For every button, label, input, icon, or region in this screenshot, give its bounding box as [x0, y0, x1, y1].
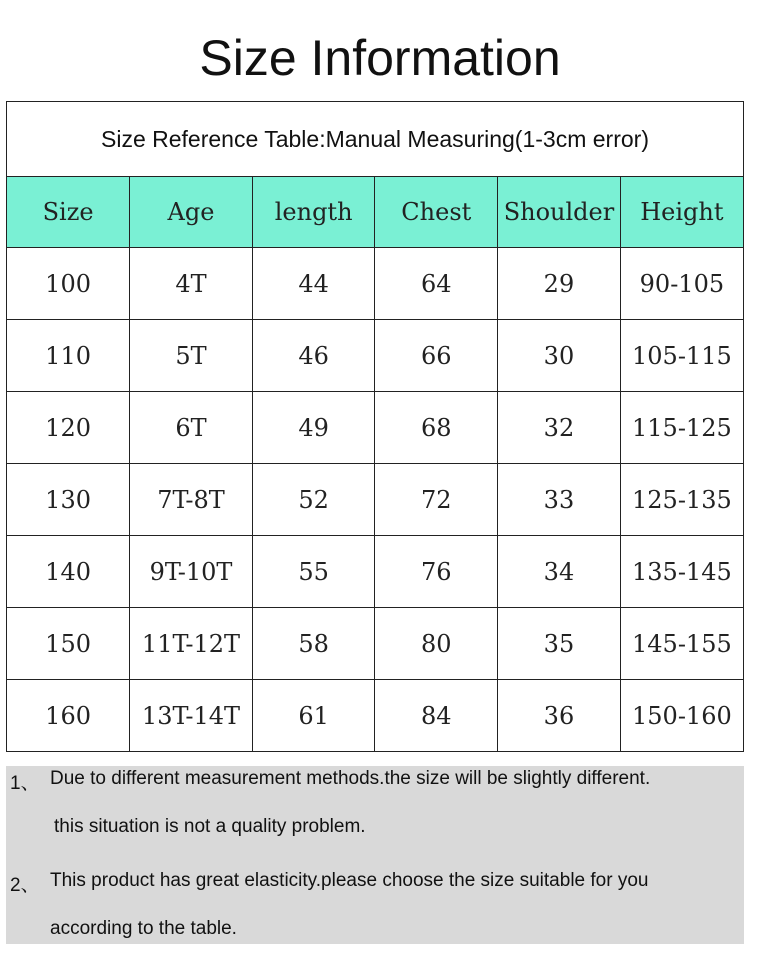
cell-shoulder: 32 — [498, 392, 621, 464]
cell-length: 49 — [252, 392, 375, 464]
cell-age: 4T — [130, 248, 253, 320]
cell-length: 44 — [252, 248, 375, 320]
cell-length: 46 — [252, 320, 375, 392]
table-row — [7, 680, 743, 752]
cell-size: 100 — [7, 248, 130, 320]
table-row — [7, 248, 743, 320]
note-1-number: 1、 — [10, 773, 40, 794]
cell-size: 110 — [7, 320, 130, 392]
cell-shoulder: 30 — [498, 320, 621, 392]
note-1-line-2: this situation is not a quality problem. — [54, 816, 366, 837]
header-height: Height — [620, 177, 743, 248]
cell-size: 140 — [7, 536, 130, 608]
cell-size: 120 — [7, 392, 130, 464]
header-age: Age — [130, 177, 253, 248]
cell-length: 55 — [252, 536, 375, 608]
table-row — [7, 464, 743, 536]
cell-shoulder: 35 — [498, 608, 621, 680]
cell-shoulder: 29 — [498, 248, 621, 320]
note-2-number: 2、 — [10, 875, 40, 896]
table-row — [7, 320, 743, 392]
cell-height: 150-160 — [620, 680, 743, 752]
cell-height: 135-145 — [620, 536, 743, 608]
header-size: Size — [7, 177, 130, 248]
note-2-line-2: according to the table. — [50, 918, 237, 939]
cell-size: 130 — [7, 464, 130, 536]
header-chest: Chest — [375, 177, 498, 248]
cell-shoulder: 36 — [498, 680, 621, 752]
cell-age: 7T-8T — [130, 464, 253, 536]
reference-caption: Size Reference Table:Manual Measuring(1-3cm error) — [7, 102, 743, 177]
cell-length: 61 — [252, 680, 375, 752]
cell-height: 145-155 — [620, 608, 743, 680]
note-1-line-1: Due to different measurement methods.the size will be slightly different. — [50, 768, 651, 789]
cell-shoulder: 34 — [498, 536, 621, 608]
cell-chest: 68 — [375, 392, 498, 464]
cell-age: 5T — [130, 320, 253, 392]
cell-chest: 64 — [375, 248, 498, 320]
header-shoulder: Shoulder — [498, 177, 621, 248]
notes-panel — [6, 766, 744, 944]
table-row — [7, 392, 743, 464]
cell-age: 6T — [130, 392, 253, 464]
size-table — [7, 177, 743, 751]
cell-chest: 80 — [375, 608, 498, 680]
cell-height: 125-135 — [620, 464, 743, 536]
cell-length: 52 — [252, 464, 375, 536]
cell-age: 9T-10T — [130, 536, 253, 608]
cell-chest: 66 — [375, 320, 498, 392]
cell-length: 58 — [252, 608, 375, 680]
note-2-line-1: This product has great elasticity.please choose the size suitable for you — [50, 870, 649, 891]
cell-age: 13T-14T — [130, 680, 253, 752]
cell-chest: 72 — [375, 464, 498, 536]
header-length: length — [252, 177, 375, 248]
cell-age: 11T-12T — [130, 608, 253, 680]
cell-size: 150 — [7, 608, 130, 680]
cell-shoulder: 33 — [498, 464, 621, 536]
header-row — [7, 177, 743, 248]
size-table-container — [6, 101, 744, 752]
table-row — [7, 608, 743, 680]
cell-height: 115-125 — [620, 392, 743, 464]
cell-height: 105-115 — [620, 320, 743, 392]
cell-height: 90-105 — [620, 248, 743, 320]
cell-chest: 84 — [375, 680, 498, 752]
cell-size: 160 — [7, 680, 130, 752]
table-row — [7, 536, 743, 608]
cell-chest: 76 — [375, 536, 498, 608]
page-title: Size Information — [199, 30, 561, 86]
